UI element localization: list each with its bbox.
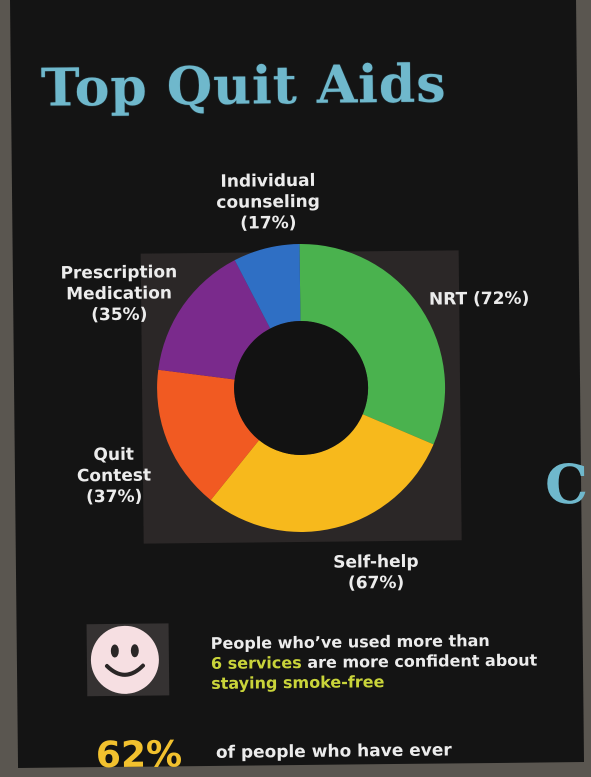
stat-text: of people who have ever: [215, 740, 452, 763]
label-prescription: [49, 262, 190, 326]
confidence-text: [211, 630, 572, 694]
label-contest-line2: Contest: [76, 465, 152, 487]
cutoff-heading-letter: C: [544, 451, 589, 517]
smiley-face-icon: [91, 625, 160, 694]
label-counseling: [208, 171, 329, 235]
label-counseling-line3: (17%): [240, 213, 297, 234]
smiley-panel: [87, 623, 170, 696]
label-contest-line3: (37%): [85, 486, 143, 508]
label-selfhelp-line1: Self-help: [333, 551, 419, 573]
label-prescription-line2: Medication: [66, 283, 173, 305]
label-selfhelp: [326, 552, 426, 595]
label-nrt: [419, 288, 539, 310]
label-selfhelp-line2: (67%): [347, 572, 405, 594]
label-prescription-line3: (35%): [91, 304, 148, 326]
poster: [10, 0, 589, 777]
label-contest-line1: Quit: [93, 444, 135, 466]
label-contest: [69, 444, 160, 508]
label-counseling-line2: counseling: [216, 191, 321, 213]
confidence-highlight-services: 6 services: [210, 652, 302, 673]
confidence-line2: are more confident about: [301, 650, 538, 672]
confidence-highlight-smokefree: staying smoke-free: [211, 672, 385, 693]
label-counseling-line1: Individual: [220, 170, 316, 192]
label-nrt-line1: NRT (72%): [428, 288, 530, 310]
label-prescription-line1: Prescription: [60, 262, 178, 284]
stat-percent: 62%: [95, 734, 183, 777]
confidence-line1: People who’ve used more than: [210, 631, 490, 653]
page-title: Top Quit Aids: [40, 53, 447, 119]
